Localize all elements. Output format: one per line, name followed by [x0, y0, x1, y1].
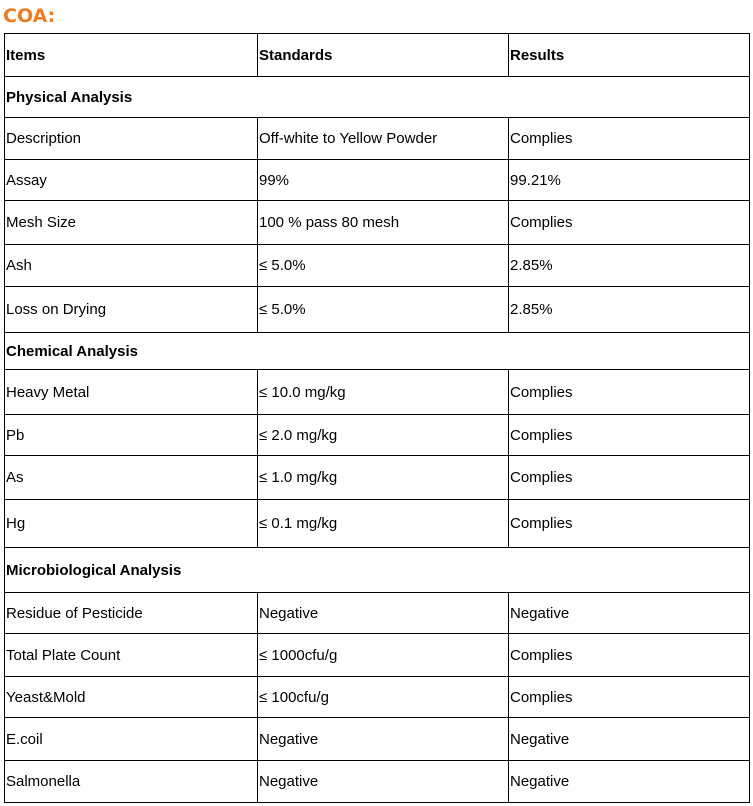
result-cell: Negative	[509, 593, 750, 634]
result-cell: Complies	[509, 677, 750, 718]
header-standards: Standards	[258, 34, 509, 77]
result-cell: Complies	[509, 370, 750, 415]
table-header-row	[5, 34, 750, 77]
standard-cell: Negative	[258, 761, 509, 803]
table-row	[5, 370, 750, 415]
standard-cell: Off-white to Yellow Powder	[258, 118, 509, 160]
item-cell: Yeast&Mold	[5, 677, 258, 718]
section-row-chemical	[5, 333, 750, 370]
result-cell: 99.21%	[509, 160, 750, 201]
standard-cell: ≤ 5.0%	[258, 287, 509, 333]
section-row-physical	[5, 77, 750, 118]
section-label: Physical Analysis	[5, 77, 750, 118]
result-cell: Complies	[509, 500, 750, 548]
table-row	[5, 287, 750, 333]
table-row	[5, 245, 750, 287]
item-cell: Salmonella	[5, 761, 258, 803]
table-row	[5, 201, 750, 245]
standard-cell: ≤ 2.0 mg/kg	[258, 415, 509, 456]
result-cell: Complies	[509, 456, 750, 500]
item-cell: Ash	[5, 245, 258, 287]
table-row	[5, 593, 750, 634]
result-cell: Complies	[509, 201, 750, 245]
result-cell: Complies	[509, 634, 750, 677]
table-row	[5, 718, 750, 761]
item-cell: Residue of Pesticide	[5, 593, 258, 634]
table-row	[5, 500, 750, 548]
item-cell: Pb	[5, 415, 258, 456]
standard-cell: Negative	[258, 593, 509, 634]
item-cell: Loss on Drying	[5, 287, 258, 333]
standard-cell: 100 % pass 80 mesh	[258, 201, 509, 245]
header-items: Items	[5, 34, 258, 77]
standard-cell: Negative	[258, 718, 509, 761]
item-cell: Hg	[5, 500, 258, 548]
coa-table	[4, 33, 750, 803]
item-cell: Description	[5, 118, 258, 160]
result-cell: Negative	[509, 761, 750, 803]
section-label: Microbiological Analysis	[5, 548, 750, 593]
result-cell: Complies	[509, 415, 750, 456]
table-row	[5, 456, 750, 500]
section-label: Chemical Analysis	[5, 333, 750, 370]
section-row-microbiological	[5, 548, 750, 593]
table-row	[5, 761, 750, 803]
table-row	[5, 677, 750, 718]
item-cell: Heavy Metal	[5, 370, 258, 415]
result-cell: 2.85%	[509, 287, 750, 333]
item-cell: Total Plate Count	[5, 634, 258, 677]
item-cell: Mesh Size	[5, 201, 258, 245]
header-results: Results	[509, 34, 750, 77]
standard-cell: ≤ 1000cfu/g	[258, 634, 509, 677]
table-row	[5, 118, 750, 160]
standard-cell: ≤ 100cfu/g	[258, 677, 509, 718]
standard-cell: ≤ 5.0%	[258, 245, 509, 287]
table-row	[5, 160, 750, 201]
result-cell: Negative	[509, 718, 750, 761]
result-cell: Complies	[509, 118, 750, 160]
table-row	[5, 634, 750, 677]
standard-cell: 99%	[258, 160, 509, 201]
item-cell: E.coil	[5, 718, 258, 761]
coa-title: COA:	[3, 5, 56, 27]
standard-cell: ≤ 10.0 mg/kg	[258, 370, 509, 415]
result-cell: 2.85%	[509, 245, 750, 287]
item-cell: Assay	[5, 160, 258, 201]
standard-cell: ≤ 0.1 mg/kg	[258, 500, 509, 548]
item-cell: As	[5, 456, 258, 500]
table-row	[5, 415, 750, 456]
standard-cell: ≤ 1.0 mg/kg	[258, 456, 509, 500]
